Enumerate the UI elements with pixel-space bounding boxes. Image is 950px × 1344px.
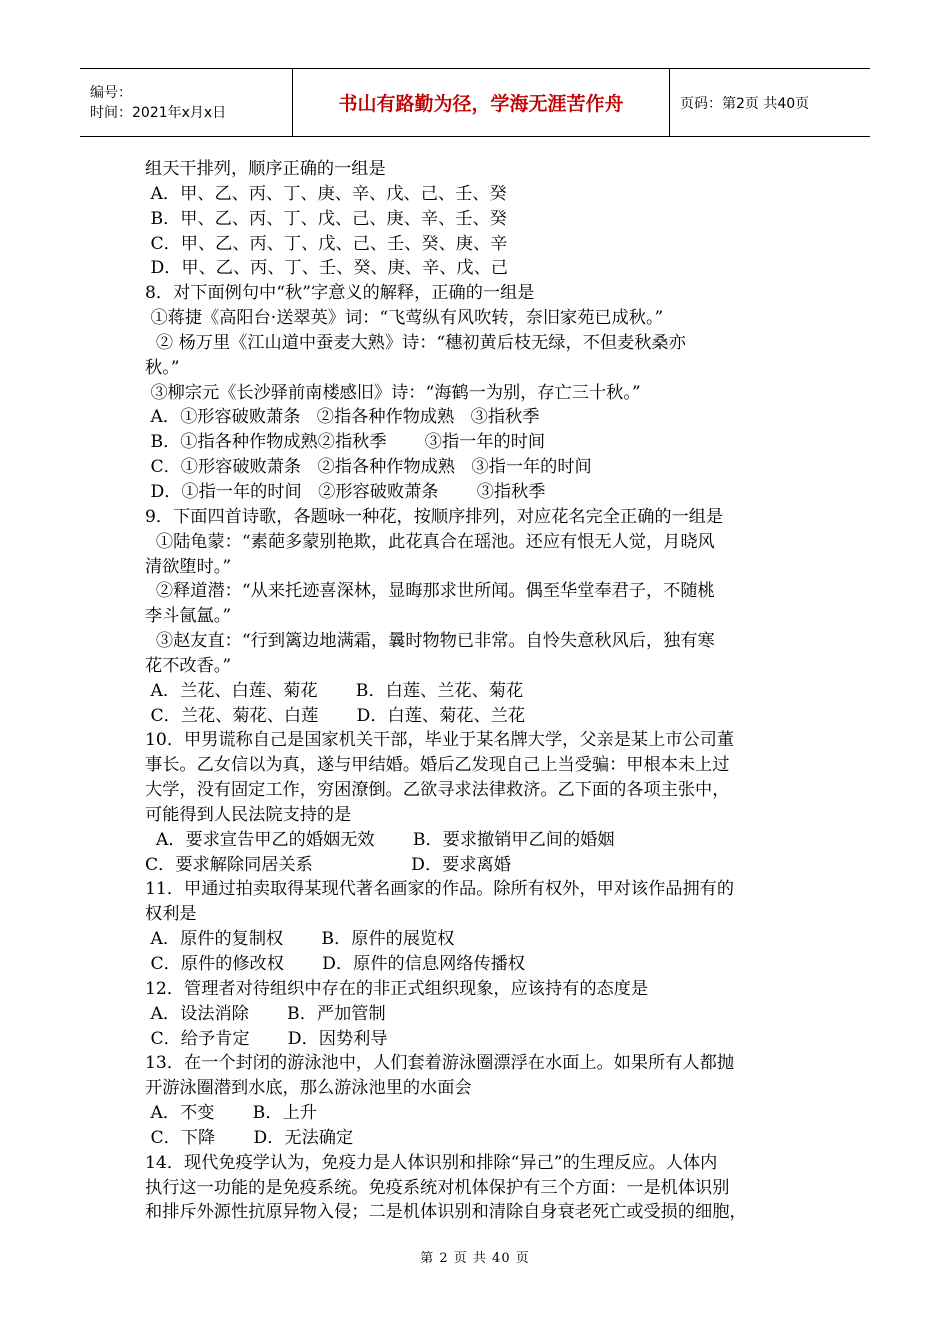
header-number: 编号： (90, 84, 132, 101)
header-page-text: 页码：第2页 共40页 (680, 95, 810, 112)
page-header (80, 68, 870, 137)
header-motto-text: 书山有路勤为径，学海无涯苦作舟 (338, 93, 624, 115)
text-line: A．不变 B．上升 (145, 1103, 317, 1124)
header-page (670, 69, 809, 136)
text-line: 8．对下面例句中“秋”字意义的解释，正确的一组是 (145, 283, 535, 304)
text-line: 11．甲通过拍卖取得某现代著名画家的作品。除所有权外，甲对该作品拥有的 (145, 879, 735, 900)
page-footer: 第 2 页 共 40 页 (420, 1251, 530, 1266)
header-time: 时间：2021年x月x日 (90, 104, 227, 121)
text-line: 9．下面四首诗歌，各题咏一种花，按顺序排列，对应花名完全正确的一组是 (145, 506, 724, 527)
text-line: C．甲、乙、丙、丁、戊、己、壬、癸、庚、辛 (145, 233, 508, 254)
text-line: A．①形容破败萧条 ②指各种作物成熟 ③指秋季 (145, 407, 540, 428)
text-line: 清欲堕时。” (145, 556, 232, 577)
text-line: B．甲、乙、丙、丁、戊、己、庚、辛、壬、癸 (145, 208, 507, 229)
text-line: ③柳宗元《长沙驿前南楼感旧》诗：“海鹤一为别，存亡三十秋。” (145, 382, 641, 403)
text-line: 执行这一功能的是免疫系统。免疫系统对机体保护有三个方面：一是机体识别 (145, 1177, 730, 1198)
text-line: B．①指各种作物成熟②指秋季 ③指一年的时间 (145, 432, 546, 453)
text-line: C．原件的修改权 D．原件的信息网络传播权 (145, 954, 526, 974)
text-line: 事长。乙女信以为真，遂与甲结婚。婚后乙发现自己上当受骗：甲根本未上过 (145, 755, 730, 776)
text-line: 开游泳圈潜到水底，那么游泳池里的水面会 (145, 1078, 472, 1099)
text-line: 花不改香。” (145, 655, 232, 676)
text-line: ③赵友直：“行到篱边地满霜，曩时物物已非常。自怜失意秋风后，独有寒 (145, 631, 715, 652)
header-motto (293, 69, 670, 136)
text-line: A．甲、乙、丙、丁、庚、辛、戊、己、壬、癸 (145, 183, 507, 204)
text-line: 12．管理者对待组织中存在的非正式组织现象，应该持有的态度是 (145, 978, 649, 999)
text-line: C．兰花、菊花、白莲 D．白莲、菊花、兰花 (145, 705, 526, 726)
text-line: ② 杨万里《江山道中蚕麦大熟》诗：“穗初黄后枝无绿，不但麦秋桑亦 (145, 332, 686, 353)
text-line: 和排斥外源性抗原异物入侵；二是机体识别和清除自身衰老死亡或受损的细胞， (145, 1202, 747, 1223)
text-line: D．①指一年的时间 ②形容破败萧条 ③指秋季 (145, 481, 546, 502)
text-line: A．设法消除 B．严加管制 (145, 1003, 386, 1024)
text-line: ①蒋捷《高阳台·送翠英》词：“飞莺纵有风吹转，奈旧家苑已成秋。” (145, 308, 664, 329)
header-info (80, 69, 293, 136)
text-line: A．原件的复制权 B．原件的展览权 (145, 929, 455, 950)
text-line: A．兰花、白莲、菊花 B．白莲、兰花、菊花 (145, 680, 524, 701)
text-line: 李斗氤氲。” (145, 606, 232, 627)
text-line: 秋。” (145, 357, 180, 378)
text-line: 组天干排列，顺序正确的一组是 (145, 159, 386, 179)
text-line: C．要求解除同居关系 D．要求离婚 (145, 854, 511, 875)
text-line: A．要求宣告甲乙的婚姻无效 B．要求撤销甲乙间的婚姻 (145, 829, 615, 850)
text-line: C．给予肯定 D．因势利导 (145, 1028, 388, 1049)
text-line: 大学，没有固定工作，穷困潦倒。乙欲寻求法律救济。乙下面的各项主张中， (145, 780, 730, 801)
text-line: ①陆龟蒙：“素葩多蒙别艳欺，此花真合在瑶池。还应有恨无人觉，月晓风 (145, 531, 715, 552)
text-line: 权利是 (145, 904, 197, 925)
text-line: C．①形容破败萧条 ②指各种作物成熟 ③指一年的时间 (145, 457, 592, 478)
text-line: 14．现代免疫学认为，免疫力是人体识别和排除“异己”的生理反应。人体内 (145, 1152, 718, 1173)
text-line: D．甲、乙、丙、丁、壬、癸、庚、辛、戊、己 (145, 258, 508, 279)
document-body (145, 157, 815, 1225)
text-line: ②释道潜：“从来托迹喜深林，显晦那求世所闻。偶至华堂奉君子，不随桃 (145, 581, 715, 602)
text-line: 可能得到人民法院支持的是 (145, 804, 352, 825)
text-line: C．下降 D．无法确定 (145, 1127, 354, 1148)
text-line: 10．甲男谎称自己是国家机关干部，毕业于某名牌大学，父亲是某上市公司董 (145, 730, 735, 751)
text-line: 13．在一个封闭的游泳池中，人们套着游泳圈漂浮在水面上。如果所有人都抛 (145, 1053, 735, 1074)
